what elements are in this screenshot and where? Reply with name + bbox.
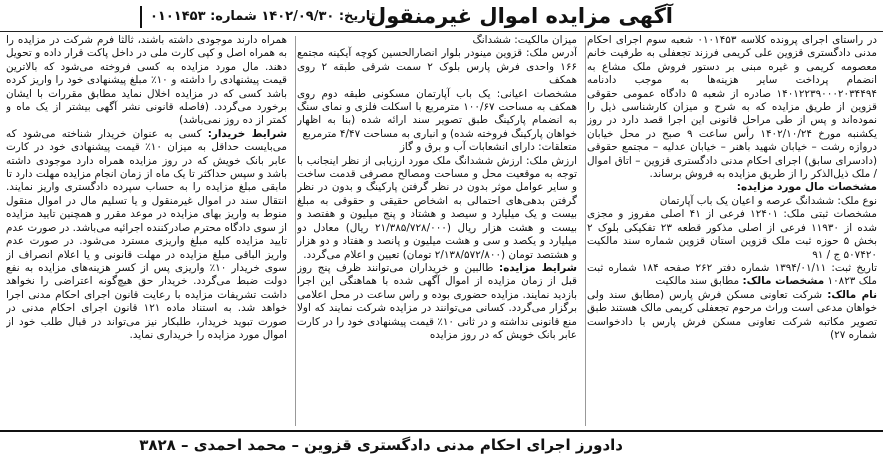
column-middle <box>297 34 577 432</box>
buyer-conditions-heading: شرایط خریدار: <box>207 127 287 140</box>
notice-body <box>0 34 883 432</box>
buyer-conditions: شرایط خریدار: کسی به عنوان خریدار شناخته می‌شود که می‌بایست حداقل به میزان ۱۰٪ قیمت پیشنهادی خود در کارت عابر بانک خویش که در روز مزایده همراه دارد موجودی داشته باشد و سپس حداکثر تا یک ماه از زمان انجام مزایده مهلت دارد تا مابقی مبلغ مزایده را به حساب سپرده دادگستری واریز نمایند. انتقال سند در اموال غیرمنقول و یا تسلیم مال در اموال منقول منوط به واریز بهای مزایده در موعد مقرر و همچنین تایید مزایده از سوی دادگاه محترم صادرکننده اجرائیه می‌باشد. در صورت عدم تایید مزایده کلیه مبلغ واریزی مسترد می‌شود. در صورت عدم واریز الباقی مبلغ مزایده در مهلت قانونی و یا اعلام انصراف از سوی خریدار ۱۰٪ واریزی پس از کسر هزینه‌های مزایده به نفع دولت ضبط می‌گردد. خریدار حق هیچ‌گونه اعتراضی را نخواهد داشت تشریفات مزایده با رعایت قانون اجرای احکام مدنی اجرا خواهد شد. به استناد ماده ۱۲۱ قانون اجرای احکام مدنی در صورت تبوید خریدار، طلبکار نیز می‌تواند در قبال طلب خود از اموال مورد مزایده را خریداری نماید. <box>6 127 287 341</box>
property-type: نوع ملک: ششدانگ عرصه و اعیان یک باب آپارتمان <box>659 194 877 207</box>
column-right <box>587 34 877 432</box>
notice-footer <box>0 430 883 459</box>
column-left <box>6 34 287 432</box>
header-divider <box>140 6 142 28</box>
notice-header <box>0 0 883 32</box>
ownership-share: میزان مالکیت: ششدانگ <box>472 34 577 46</box>
utilities: متعلقات: دارای انشعابات آب و برق و گاز <box>399 141 577 154</box>
owner-name: نام مالک: شرکت تعاونی مسکن فرش پارس (مطابق سند ولی خواهان مدعی است وراث مرحوم تجعفلی کریمی مالک هستند طبق تصویر مکاتبه شرکت تعاونی مسکن فرش پارس با دادخواست شماره ۲۷) <box>587 288 877 341</box>
owner-name-label: نام مالک: <box>827 288 877 301</box>
owner-specs-heading: مشخصات مالک: <box>742 275 825 288</box>
signature-line: دادورز اجرای احکام مدنی دادگستری قزوین – محمد احمدی – ۳۸۲۸ <box>139 436 623 454</box>
notice-date-number: تاریخ: ۱۴۰۲/۰۹/۳۰ شماره: ۰۱۰۱۴۵۳ <box>150 9 376 24</box>
auction-conditions-cont: همراه دارند موجودی داشته باشند، ثالثا فرم شرکت در مزایده را به همراه اصل و کپی کارت ملی در داخل پاکت قرار داده و تحویل دهند. مال مورد مزایده به کسی فروخته می‌شود که بالاترین قیمت پیشنهادی را داشته و ۱۰٪ مبلغ پیشنهادی خود را واریز کرده باشد کسی که در مزایده اخلال نماید مطابق مقررات با ایشان برخورد می‌گردد. (فاصله قانونی نشر آگهی بیشتر از یک ماه و کمتر از ده روز نمی‌باشد) <box>6 34 287 127</box>
property-specs-heading: مشخصات مال مورد مزایده: <box>736 181 877 194</box>
property-address: آدرس ملک: قزوین مینودر بلوار انصارالحسین کوچه آیکینه مجتمع ۱۶۶ واحدی فرش پارس بلوک ۲ سمت شرقی طبقه ۲ روی همکف <box>297 47 577 87</box>
auction-conditions: شرایط مزایده: طالبین و خریداران می‌توانند ظرف پنج روز قبل از زمان مزایده از اموال آگهی شده با هماهنگی این اجرا بازدید نمایند. مزایده حضوری بوده و راس ساعت در محل اعلامی برگزار می‌گردد. کسانی می‌توانند در مزایده شرکت نمایند که اولا منع قانونی نداشته و در ثانی ۱۰٪ قیمت پیشنهادی خود را در کارت عابر بانک خویش که در روز مزایده <box>297 261 577 341</box>
notice-title: آگهی مزایده اموال غیرمنقول <box>368 4 673 28</box>
building-specs: مشخصات اعیانی: یک باب آپارتمان مسکونی طبقه دوم روی همکف به مساحت ۱۰۰/۶۷ مترمربع با اسکلت فلزی و نمای سنگ به انضمام پارکینگ طبق تصویر سند ارائه شده (بنا به اظهار خواهان پارکینگ فروخته شده) و انباری به مساحت ۴/۴۷ مترمربع <box>297 87 577 140</box>
registration-date: تاریخ ثبت: ۱۳۹۴/۰۱/۱۱ شماره دفتر ۲۶۲ صفحه ۱۸۴ شماره ثبت ملک ۱۰۸۲۳ مشخصات مالک: مطابق سند مالکیت <box>587 261 877 288</box>
property-value: ارزش ملک: ارزش ششدانگ ملک مورد ارزیابی از نظر اینجانب با توجه به موقعیت محل و مساحت ومصالح مصرفی قدمت ساخت و سایر عوامل موثر بدون در نظر گرفتن پارکینگ و بدون در نظر گرفتن بدهی‌های احتمالی به اشخاص حقیقی و حقوقی به مبلغ بیست و یک میلیارد و سیصد و هشتاد و پنج میلیون و هفتصد و بیست و هشت هزار ریال (۲۱/۳۸۵/۷۲۸/۰۰۰ ریال) معادل دو میلیارد و یکصد و سی و هشت میلیون و پانصد و هفتاد و دو هزار و هشتصد تومان (۲/۱۳۸/۵۷۲/۸۰۰ تومان) تعیین و اعلام می‌گردد. <box>297 154 577 261</box>
header-rule <box>0 31 883 32</box>
intro-paragraph: در راستای اجرای پرونده کلاسه ۰۱۰۱۴۵۳ شعبه سوم اجرای احکام مدنی دادگستری قزوین علی کریمی فرزند تجعفلی به طرفیت خانم معصومه کریمی و غیره مبنی بر دستور فروش ملک مشاع به انضمام پرداخت سایر هزینه‌ها به موجب دادنامه ۱۴۰۱۲۲۳۹۰۰۰۲۰۳۴۴۹۴ صادره از شعبه ۵ دادگاه عمومی حقوقی قزوین از طریق مزایده که به شرح و میزان کارشناسی ذیل را نموده‌اند و پس از طی مراحل قانونی این اجرا قصد دارد در روز یکشنبه مورخ ۱۴۰۲/۱۰/۲۴ رأس ساعت ۹ صبح در محل خیابان دروازه رشت – خیابان شهید باهنر – خیابان عدلیه – مجتمع حقوقی (دادسرای سابق) اجرای احکام مدنی دادگستری قزوین – اتاق اموال / ملک ذیل‌الذکر را از طریق مزایده به فروش برساند. <box>587 34 877 181</box>
auction-conditions-heading: شرایط مزایده: <box>499 261 577 274</box>
registration-details: مشخصات ثبتی ملک: ۱۲۴۰۱ فرعی از ۴۱ اصلی مفروز و مجزی شده از ۱۱۹۳۰ فرعی از اصلی مذکور قطعه ۲۳ تفکیکی بلوک ۲ بخش ۵ حوزه ثبت ملک قزوین استان قزوین شماره سند مالکیت ۵۰۷۴۲۰ ج / ۹۱ <box>587 208 877 261</box>
